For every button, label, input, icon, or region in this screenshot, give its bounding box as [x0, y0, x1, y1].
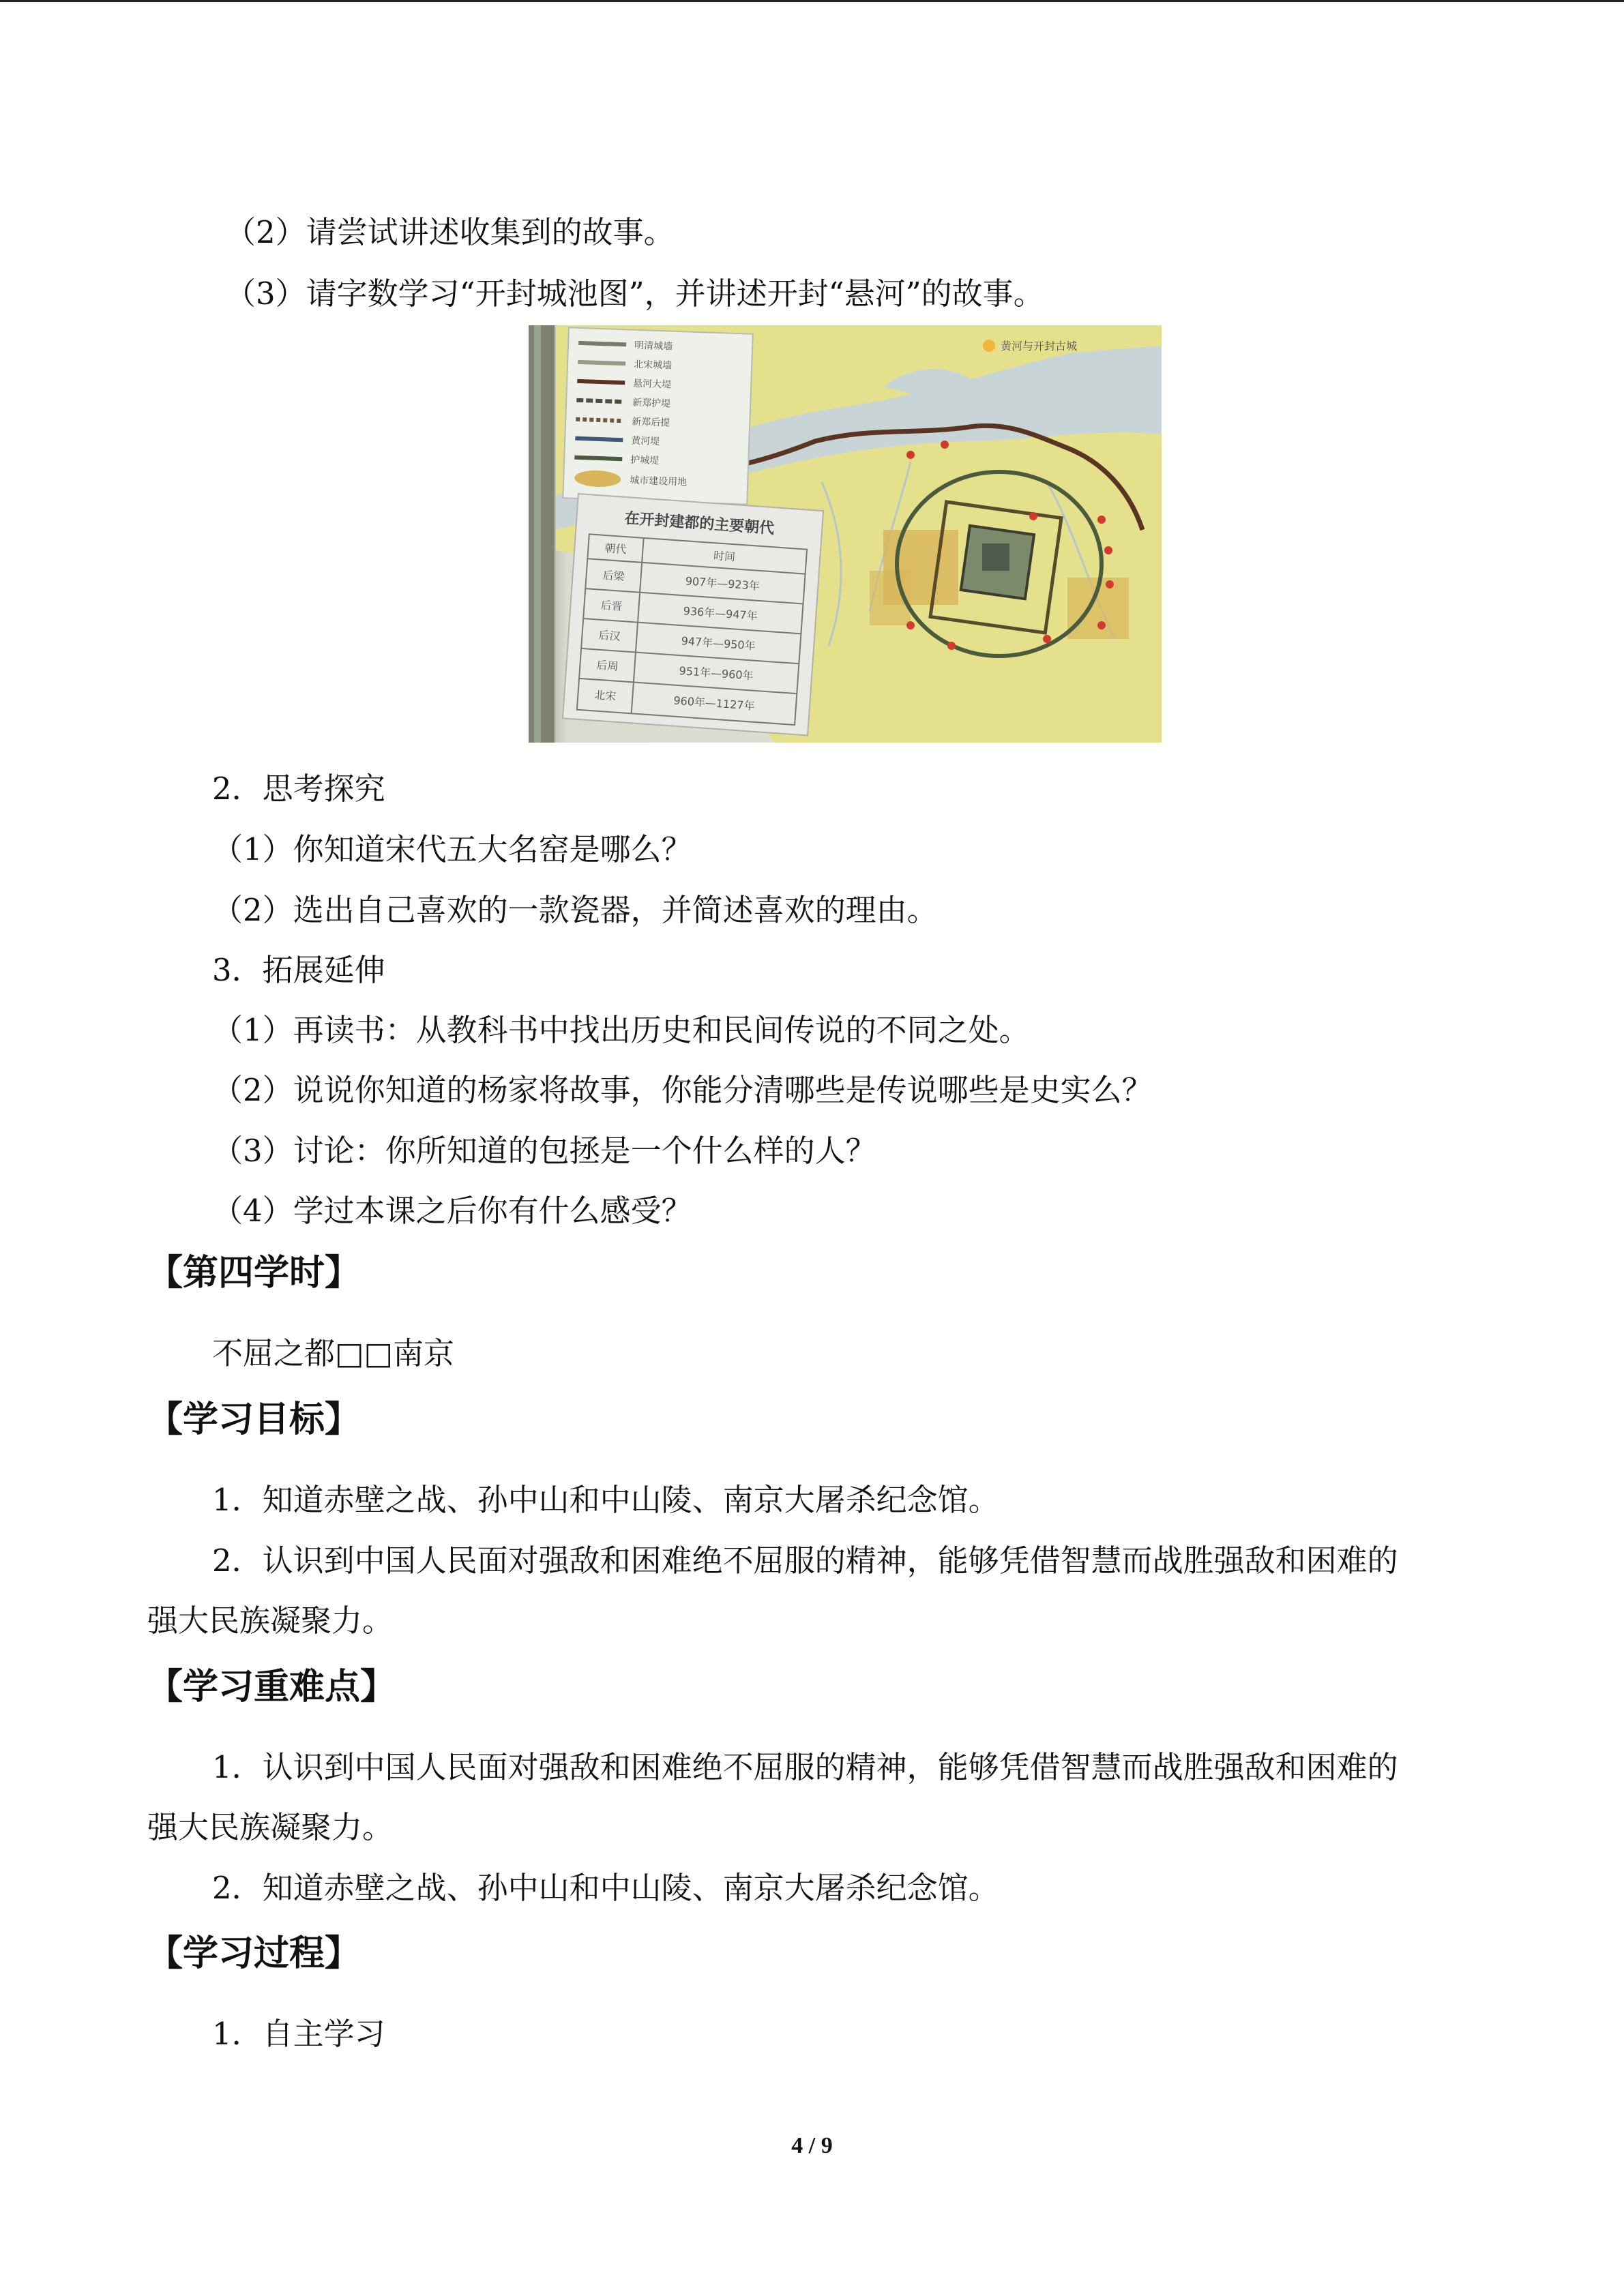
extend-heading: 3．拓展延伸: [212, 952, 385, 988]
table-cell: 后周: [595, 658, 619, 673]
page-number: 4 / 9: [791, 2133, 833, 2158]
legend-label-7: 护城堤: [630, 454, 660, 467]
legend-label-3: 悬河大堤: [632, 378, 672, 391]
goals-item-1: 1．知道赤壁之战、孙中山和中山陵、南京大屠杀纪念馆。: [212, 1482, 999, 1518]
table-cell: 后晋: [600, 598, 623, 613]
key-points-heading: 【学习重难点】: [147, 1667, 396, 1708]
fourth-period-heading: 【第四学时】: [147, 1253, 361, 1294]
map-inset-label: 黄河与开封古城: [1001, 340, 1078, 353]
legend-label-4: 新郑护堤: [632, 397, 671, 410]
dynasty-table-title: 在开封建都的主要朝代: [623, 509, 775, 538]
table-cell: 960年—1127年: [673, 694, 756, 713]
task-item-3: （3）请字数学习“开封城池图”，并讲述开封“悬河”的故事。: [225, 275, 1044, 312]
table-cell: 后梁: [602, 568, 625, 584]
table-cell: 951年—960年: [679, 664, 754, 683]
table-cell: 907年—923年: [685, 574, 761, 593]
table-header-time: 时间: [713, 549, 736, 564]
table-cell: 北宋: [593, 688, 617, 703]
extend-item-1: （1）再读书：从教科书中找出历史和民间传说的不同之处。: [212, 1012, 1030, 1048]
key-points-item-2: 2．知道赤壁之战、孙中山和中山陵、南京大屠杀纪念馆。: [212, 1870, 999, 1906]
think-item-1: （1）你知道宋代五大名窑是哪么？: [212, 831, 692, 867]
extend-item-2: （2）说说你知道的杨家将故事，你能分清哪些是传说哪些是史实么？: [212, 1072, 1153, 1108]
legend-label-5: 新郑后提: [631, 416, 670, 429]
think-item-2: （2）选出自己喜欢的一款瓷器，并简述喜欢的理由。: [212, 892, 938, 928]
fourth-period-topic: 不屈之都□□南京: [212, 1335, 455, 1371]
table-header-dynasty: 朝代: [604, 541, 628, 556]
table-cell: 后汉: [597, 628, 621, 643]
extend-item-4: （4）学过本课之后你有什么感受？: [212, 1193, 692, 1229]
process-heading: 【学习过程】: [147, 1933, 361, 1974]
goals-item-2-line-2: 强大民族凝聚力。: [147, 1602, 394, 1639]
table-cell: 947年—950年: [681, 634, 756, 653]
goals-item-2-line-1: 2．认识到中国人民面对强敌和困难绝不屈服的精神，能够凭借智慧而战胜强敌和困难的: [212, 1542, 1398, 1579]
legend-label-6: 黄河堤: [630, 435, 660, 448]
legend-label-1: 明清城墙: [634, 340, 673, 353]
process-item-1: 1．自主学习: [212, 2016, 385, 2052]
think-heading: 2．思考探究: [212, 771, 385, 807]
top-rule: [0, 0, 1624, 2]
extend-item-3: （3）讨论：你所知道的包拯是一个什么样的人？: [212, 1133, 876, 1169]
kaifeng-map-photo: [529, 325, 1162, 743]
legend-label-2: 北宋城墙: [633, 359, 673, 372]
goals-heading: 【学习目标】: [147, 1399, 361, 1440]
legend-label-8: 城市建设用地: [629, 475, 688, 488]
key-points-item-1-line-2: 强大民族凝聚力。: [147, 1809, 394, 1845]
task-item-2: （2）请尝试讲述收集到的故事。: [225, 214, 675, 250]
key-points-item-1-line-1: 1．认识到中国人民面对强敌和困难绝不屈服的精神，能够凭借智慧而战胜强敌和困难的: [212, 1749, 1398, 1785]
table-cell: 936年—947年: [683, 604, 758, 623]
